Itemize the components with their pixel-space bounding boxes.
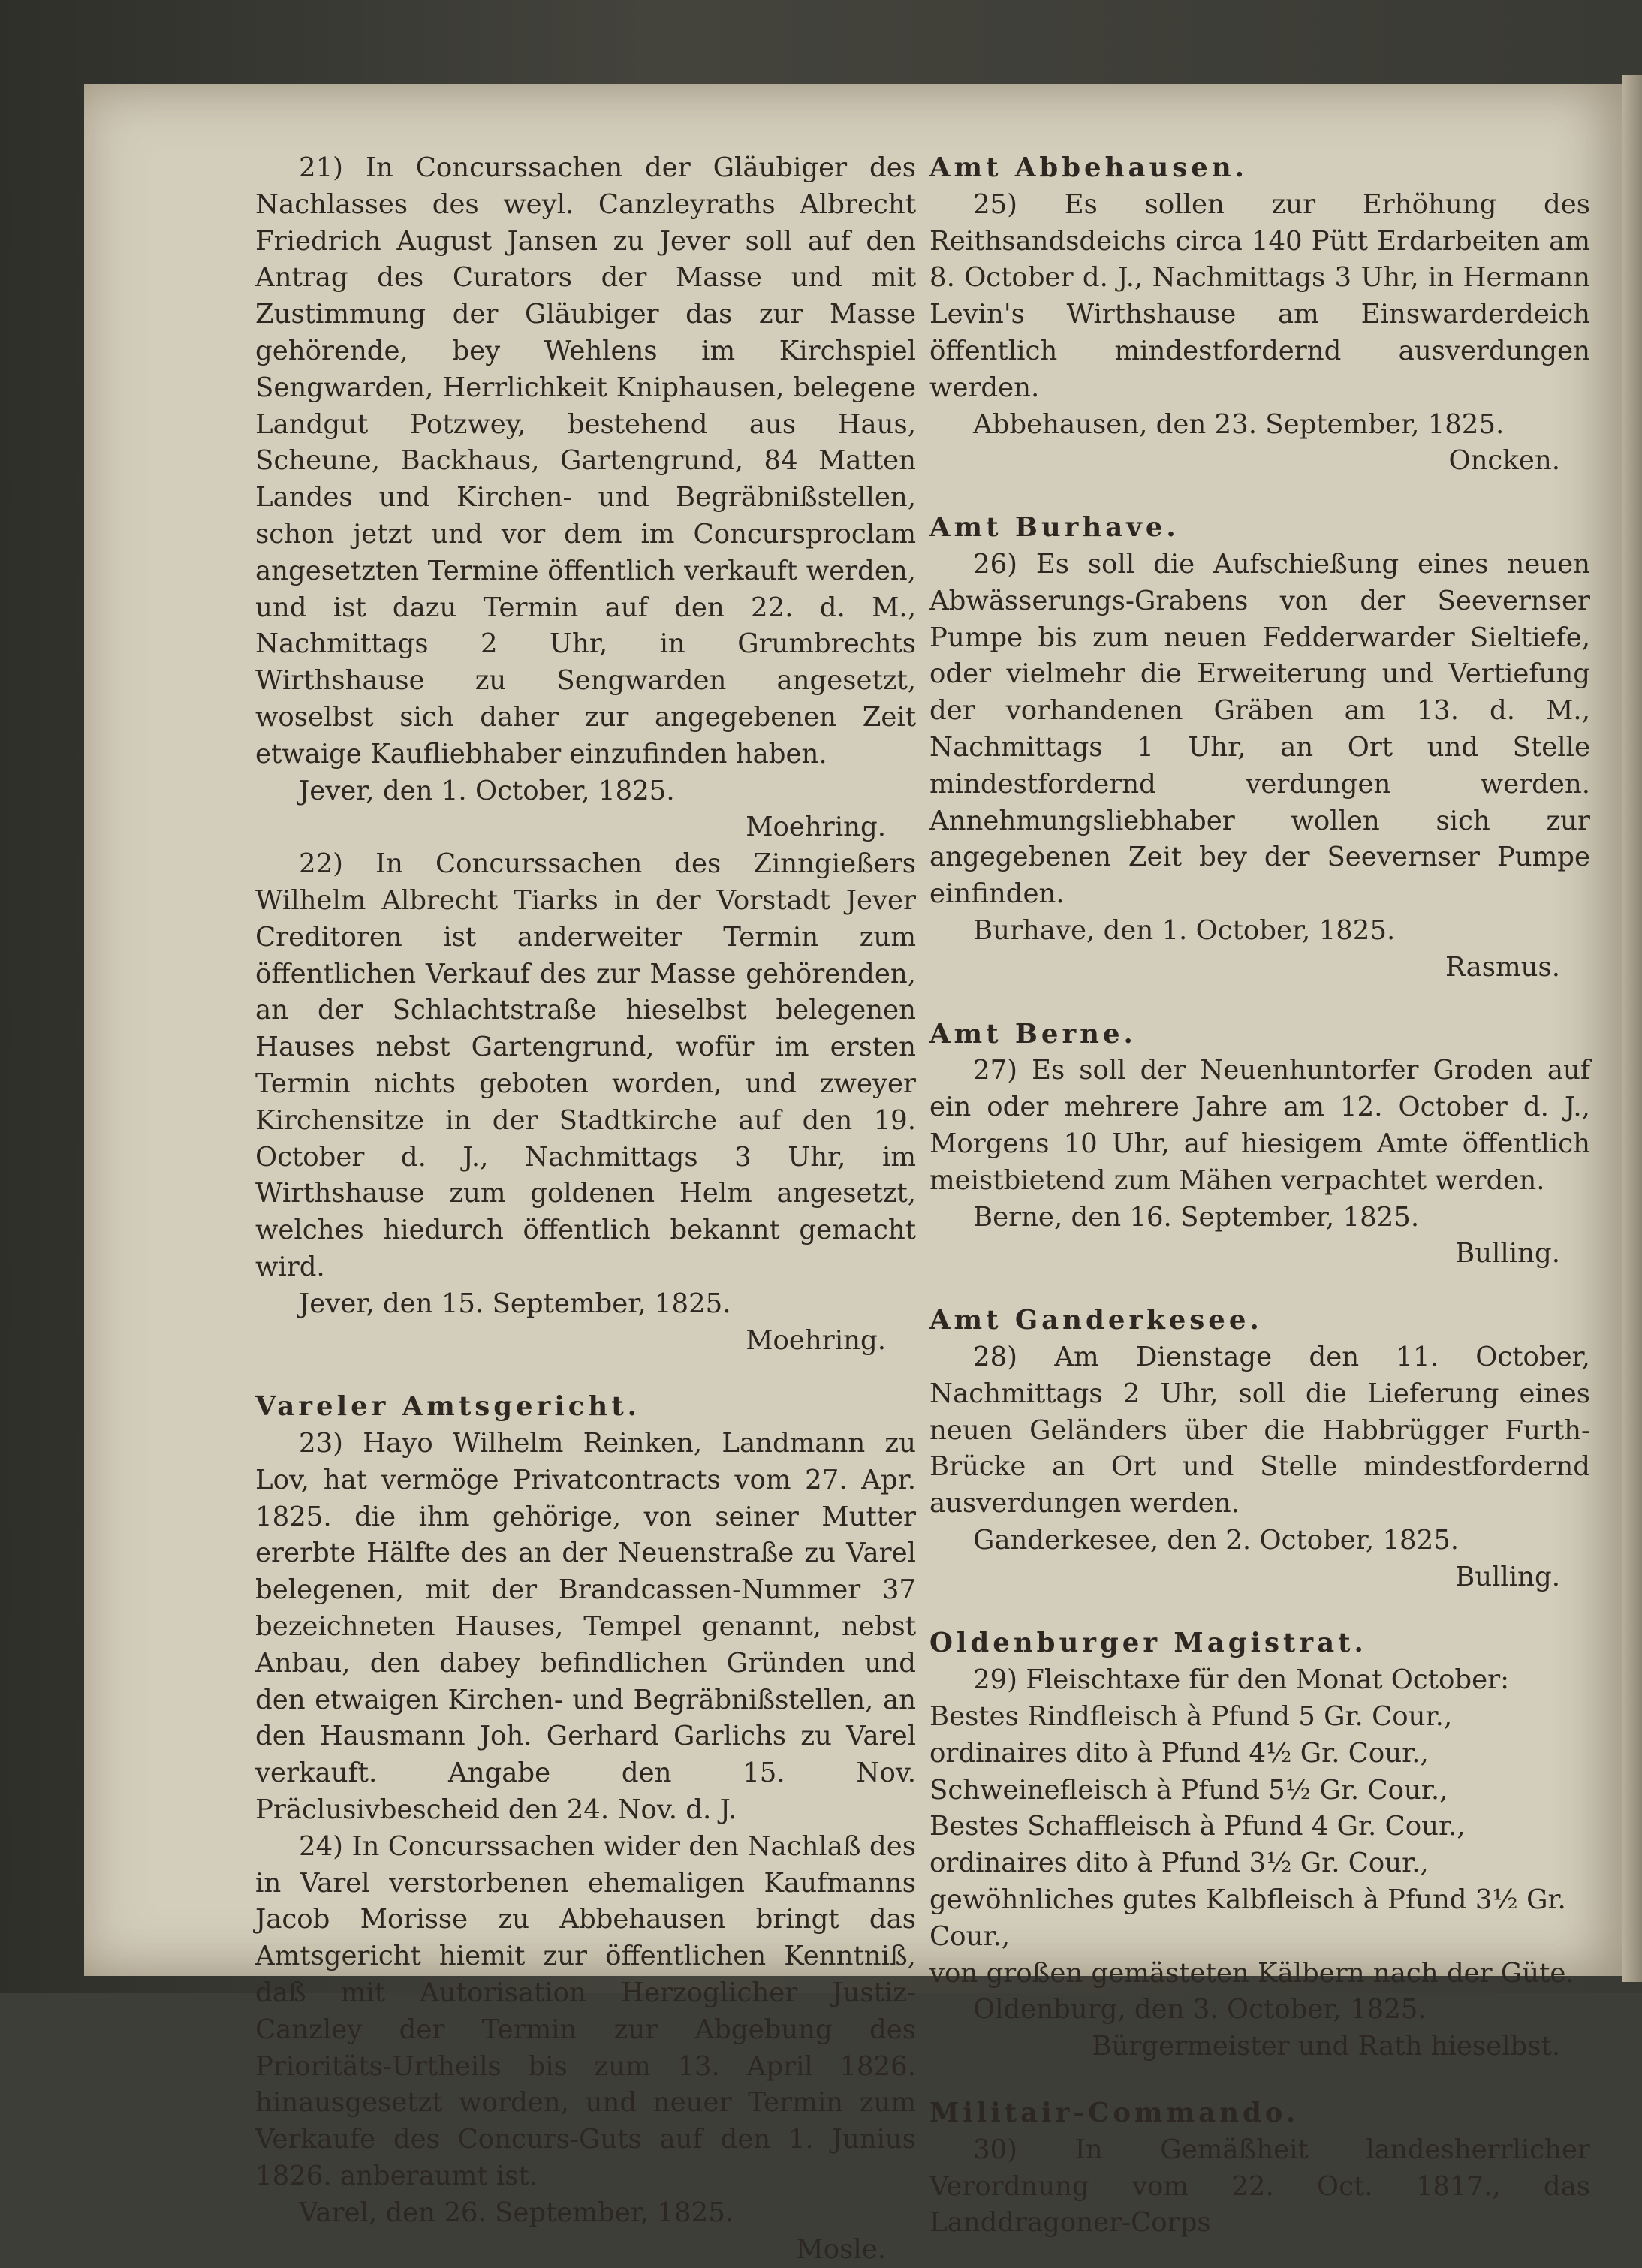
section-title-ganderkesee: Amt Ganderkesee.: [929, 1305, 1263, 1336]
left-column: [255, 150, 916, 2268]
right-column: [929, 150, 1590, 2242]
notice-22-place-date: Jever, den 15. September, 1825.: [299, 1288, 731, 1319]
notice-29-line: 29) Fleischtaxe für den Monat October:: [973, 1664, 1510, 1696]
notice-29-line: Bestes Rindfleisch à Pfund 5 Gr. Cour.,: [929, 1701, 1453, 1733]
vareler-signature: Mosle.: [796, 2233, 886, 2265]
section-title-burhave: Amt Burhave.: [929, 512, 1180, 544]
notice-29-line: ordinaires dito à Pfund 4½ Gr. Cour.,: [929, 1737, 1429, 1769]
ganderkesee-place-date: Ganderkesee, den 2. October, 1825.: [973, 1524, 1460, 1556]
notice-21-text: 21) In Concurssachen der Gläubiger des Nachlasses des weyl. Canzleyraths Albrecht Friedrich August Jansen zu Jever soll auf den Antrag des Curators der Masse und mit Zustimmung der Gläubiger das zur Masse gehörende, bey Wehlens im Kirchspiel Sengwarden, Herrlichkeit Kniphausen, belegene Landgut Potzwey, bestehend aus Haus, Scheune, Backhaus, Gartengrund, 84 Matten Landes und Kirchen- und Begräbnißstellen, schon jetzt und vor dem im Concursproclam angesetzten Termine öffentlich verkauft werden, und ist dazu Termin auf den 22. d. M., Nachmittags 2 Uhr, in Grumbrechts Wirthshause zu Sengwarden angesetzt, woselbst sich daher zur angegebenen Zeit etwaige Kaufliebhaber einzufinden haben.: [255, 152, 916, 770]
berne-signature: Bulling.: [1455, 1238, 1560, 1270]
notice-22-text: 22) In Concurssachen des Zinngießers Wilhelm Albrecht Tiarks in der Vorstadt Jever Creditoren ist anderweiter Termin zum öffentlichen Verkauf des zur Masse gehörenden, an der Schlachtstraße hieselbst belegenen Hauses nebst Gartengrund, wofür im ersten Termin nichts geboten worden, und zweyer Kirchensitze in der Stadtkirche auf den 19. October d. J., Nachmittags 3 Uhr, im Wirthshause zum goldenen Helm angesetzt, welches hiedurch öffentlich bekannt gemacht wird.: [255, 848, 916, 1282]
section-title-militair: Militair-Commando.: [929, 2098, 1300, 2129]
notice-29-line: ordinaires dito à Pfund 3½ Gr. Cour.,: [929, 1848, 1429, 1879]
spacer: [929, 1595, 1590, 1625]
oldenburg-signature: Bürgermeister und Rath hieselbst.: [1092, 2031, 1560, 2062]
berne-place-date: Berne, den 16. September, 1825.: [973, 1201, 1420, 1233]
spacer: [929, 1273, 1590, 1303]
spacer: [929, 480, 1590, 510]
spacer: [929, 2065, 1590, 2095]
notice-24-text: 24) In Concurssachen wider den Nachlaß des in Varel verstorbenen ehemaligen Kaufmanns Jacob Morisse zu Abbehausen bringt das Amtsgericht hiemit zur öffentlichen Kenntniß, daß mit Autorisation Herzoglicher Justiz-Canzley der Termin zur Abgebung des Prioritäts-Urtheils bis zum 13. April 1826. hinausgesetzt worden, und neuer Termin zum Verkaufe des Concurs-Guts auf den 1. Junius 1826. anberaumt ist.: [255, 1830, 916, 2192]
notice-29-line: Schweinefleisch à Pfund 5½ Gr. Cour.,: [929, 1774, 1448, 1806]
notice-30-text: 30) In Gemäßheit landesherrlicher Verordnung vom 22. Oct. 1817., das Landdragoner-Corps: [929, 2134, 1590, 2239]
abbehausen-place-date: Abbehausen, den 23. September, 1825.: [973, 408, 1505, 440]
notice-25-text: 25) Es sollen zur Erhöhung des Reithsandsdeichs circa 140 Pütt Erdarbeiten am 8. October d. J., Nachmittags 3 Uhr, in Hermann Levin's Wirthshause am Einswarderdeich öffentlich mindestfordernd ausverdungen werden.: [929, 188, 1590, 403]
spacer: [255, 1359, 916, 1389]
notice-21-signature: Moehring.: [746, 812, 886, 843]
burhave-signature: Rasmus.: [1445, 951, 1560, 983]
notice-27-text: 27) Es soll der Neuenhuntorfer Groden auf ein oder mehrere Jahre am 12. October d. J., Morgens 10 Uhr, auf hiesigem Amte öffentlich meistbietend zum Mähen verpachtet werden.: [929, 1055, 1590, 1196]
section-title-berne: Amt Berne.: [929, 1018, 1137, 1050]
notice-29-line: Bestes Schaffleisch à Pfund 4 Gr. Cour.,: [929, 1811, 1466, 1842]
spacer: [929, 986, 1590, 1017]
notice-29-line: von großen gemästeten Kälbern nach der Güte.: [929, 1957, 1574, 1989]
burhave-place-date: Burhave, den 1. October, 1825.: [973, 914, 1396, 946]
notice-23-text: 23) Hayo Wilhelm Reinken, Landmann zu Lov, hat vermöge Privatcontracts vom 27. Apr. 1825. die ihm gehörige, von seiner Mutter ererbte Hälfte des an der Neuenstraße zu Varel belegenen, mit der Brandcassen-Nummer 37 bezeichneten Hauses, Tempel genannt, nebst Anbau, den dabey befindlichen Gründen und den etwaigen Kirchen- und Begräbnißstellen, an den Hausmann Joh. Gerhard Garlichs zu Varel verkauft. Angabe den 15. Nov. Präclusivbescheid den 24. Nov. d. J.: [255, 1428, 916, 1826]
oldenburg-place-date: Oldenburg, den 3. October, 1825.: [973, 1994, 1427, 2026]
page-edge: [1622, 75, 1642, 1982]
abbehausen-signature: Oncken.: [1448, 445, 1560, 477]
notice-21-place-date: Jever, den 1. October, 1825.: [299, 775, 675, 806]
notice-22-signature: Moehring.: [746, 1324, 886, 1356]
notice-26-text: 26) Es soll die Aufschießung eines neuen Abwässerungs-Grabens von der Seevernser Pumpe bis zum neuen Fedderwarder Sieltiefe, oder vielmehr die Erweiterung und Vertiefung der vorhandenen Gräben am 13. d. M., Nachmittags 1 Uhr, an Ort und Stelle mindestfordernd verdungen werden. Annehmungsliebhaber wollen sich zur angegebenen Zeit bey der Seevernser Pumpe einfinden.: [929, 548, 1590, 910]
section-title-vareler: Vareler Amtsgericht.: [255, 1391, 640, 1423]
section-title-oldenburg: Oldenburger Magistrat.: [929, 1628, 1367, 1659]
ganderkesee-signature: Bulling.: [1455, 1561, 1560, 1592]
notice-29-line: gewöhnliches gutes Kalbfleisch à Pfund 3½ Gr. Cour.,: [929, 1884, 1566, 1952]
section-title-abbehausen: Amt Abbehausen.: [929, 152, 1249, 183]
vareler-place-date: Varel, den 26. September, 1825.: [299, 2197, 734, 2228]
notice-28-text: 28) Am Dienstage den 11. October, Nachmittags 2 Uhr, soll die Lieferung eines neuen Geländers über die Habbrügger Furth-Brücke an Ort und Stelle mindestfordernd ausverdungen werden.: [929, 1341, 1590, 1520]
